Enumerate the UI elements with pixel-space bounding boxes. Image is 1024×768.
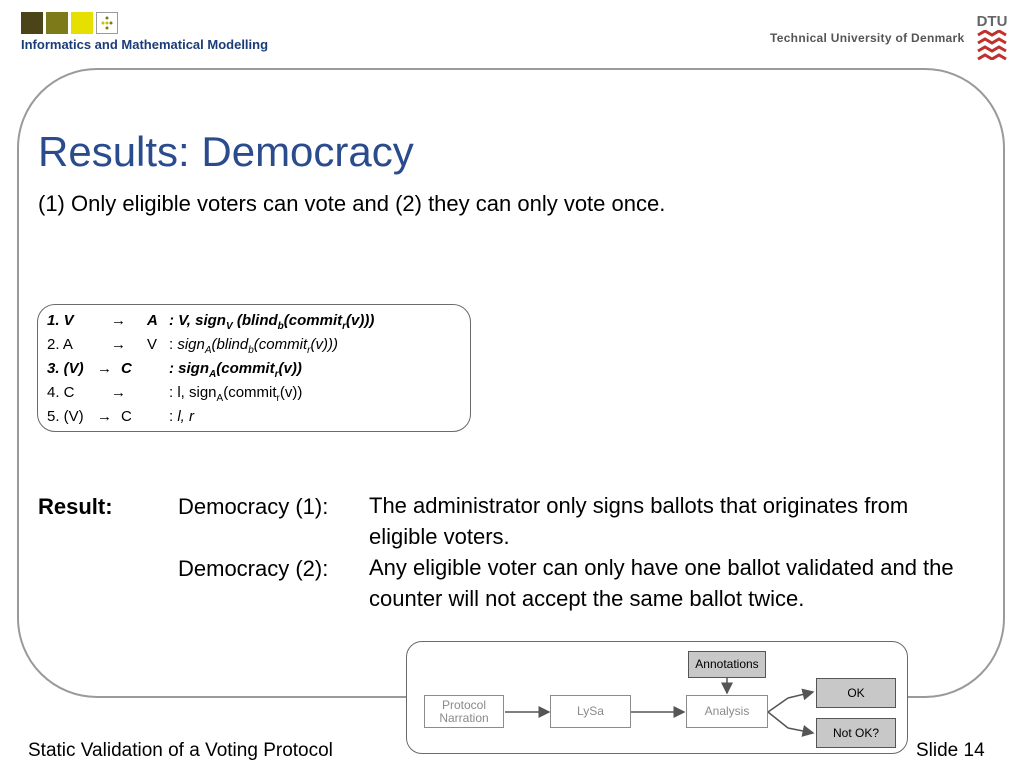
slide-title: Results: Democracy: [38, 128, 414, 175]
result-label: Result:: [38, 494, 113, 519]
msg-sub: r: [307, 345, 311, 356]
msg-part: (blind: [211, 336, 249, 353]
step-sep: :: [169, 384, 178, 401]
step-number: 5. (V): [47, 408, 84, 425]
msg-part: (v)): [279, 384, 303, 401]
lysa-box: LySa: [550, 695, 631, 728]
step-message: [169, 360, 302, 380]
step-receiver: C: [121, 408, 132, 425]
msg-sub: A: [216, 393, 224, 404]
protocol-narration-box: Protocol Narration: [424, 695, 504, 728]
msg-part: (commit: [216, 360, 275, 377]
step-receiver: C: [121, 360, 132, 377]
msg-part: (v))): [346, 312, 375, 329]
arrow-icon: →: [111, 336, 126, 353]
msg-sub: b: [248, 345, 254, 356]
step-receiver: A: [147, 312, 158, 329]
democracy-1-value: The administrator only signs ballots that originates from eligible voters.: [369, 493, 909, 549]
msg-sub: A: [209, 369, 217, 380]
msg-part: l, sign: [177, 384, 217, 401]
democracy-1-key: Democracy (1):: [178, 494, 329, 519]
dtu-logo: [975, 14, 1009, 65]
msg-sub: r: [342, 321, 347, 332]
step-number: 3. (V): [47, 360, 84, 377]
msg-part: (v)): [278, 360, 302, 377]
msg-sub: r: [276, 393, 280, 404]
msg-sub: A: [204, 345, 212, 356]
msg-part: V, sign: [178, 312, 226, 329]
step-number: 1. V: [47, 312, 74, 329]
logo-square-olive: [46, 12, 68, 34]
dtu-logo-text: DTU: [976, 13, 1008, 30]
slide-number: Slide 14: [916, 740, 985, 761]
logo-square-yellow: [71, 12, 93, 34]
slide-subtitle: (1) Only eligible voters can vote and (2) they can only vote once.: [38, 191, 666, 216]
step-sep: :: [169, 312, 179, 329]
democracy-2-value: Any eligible voter can only have one ballot validated and the counter will not accept the same ballot twice.: [369, 555, 954, 611]
msg-sub: r: [274, 369, 279, 380]
msg-part: sign: [177, 336, 205, 353]
step-sep: :: [169, 408, 178, 425]
msg-part: (commit: [283, 312, 343, 329]
logo-square-dark: [21, 12, 43, 34]
msg-sub: b: [277, 321, 284, 332]
msg-part: (commit: [253, 336, 308, 353]
arrow-icon: →: [97, 408, 112, 425]
msg-part: (blind: [232, 312, 278, 329]
msg-part: sign: [178, 360, 210, 377]
msg-part: (commit: [223, 384, 277, 401]
analysis-flow-diagram: [406, 641, 908, 754]
organization-name: Informatics and Mathematical Modelling: [21, 37, 269, 52]
arrow-icon: →: [97, 360, 112, 377]
step-number: 2. A: [47, 336, 73, 353]
step-message: [169, 384, 302, 404]
footer-title: Static Validation of a Voting Protocol: [28, 740, 333, 761]
step-receiver: V: [147, 336, 158, 353]
step-sep: :: [169, 336, 178, 353]
step-sep: :: [169, 360, 179, 377]
arrow-icon: →: [111, 312, 126, 329]
annotations-box: Annotations: [688, 651, 766, 678]
university-name: Technical University of Denmark: [770, 31, 965, 45]
ok-box: OK: [816, 678, 896, 708]
step-number: 4. C: [47, 384, 75, 401]
democracy-2-key: Democracy (2):: [178, 556, 329, 581]
logo-square-dots-icon: [96, 12, 118, 34]
arrow-icon: →: [111, 384, 126, 401]
step-message: [169, 408, 194, 425]
step-message: [169, 336, 338, 356]
dtu-waves-icon: [975, 30, 1009, 60]
msg-part: (v))): [310, 336, 338, 353]
protocol-box: [37, 304, 471, 432]
not-ok-box: Not OK?: [816, 718, 896, 748]
msg-part: l, r: [177, 408, 195, 425]
msg-sub: V: [225, 321, 233, 332]
analysis-box: Analysis: [686, 695, 768, 728]
step-message: [169, 312, 374, 332]
